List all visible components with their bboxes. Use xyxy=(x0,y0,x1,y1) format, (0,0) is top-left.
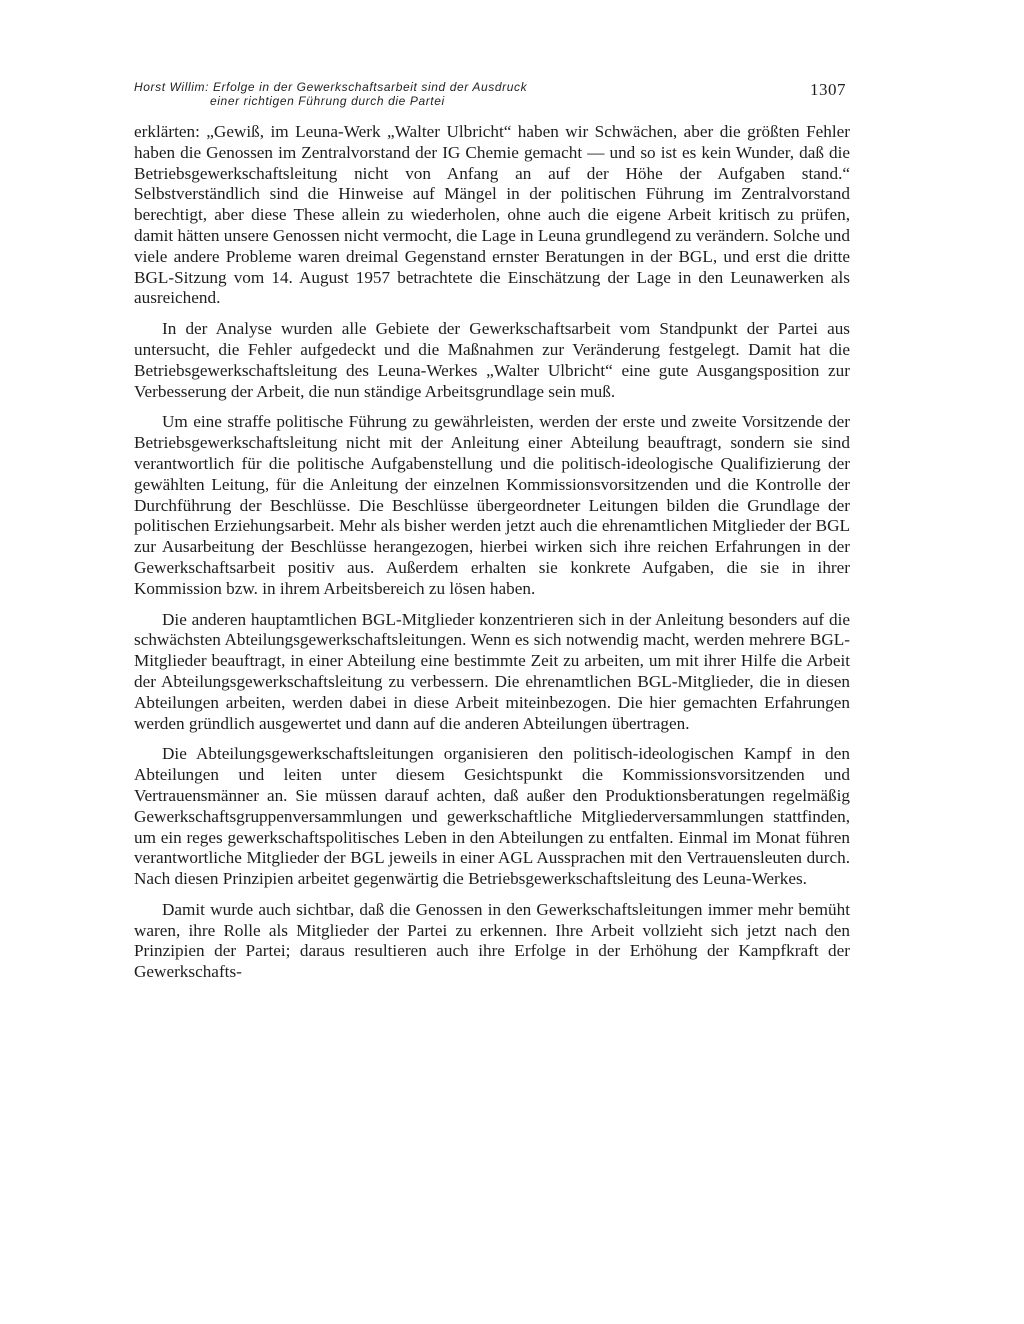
paragraph-6: Damit wurde auch sichtbar, daß die Genossen in den Gewerkschaftsleitungen immer mehr bemüht waren, ihre Rolle als Mitglieder der Partei zu erkennen. Ihre Arbeit vollzieht sich jetzt nach den Prinzipien der Partei; daraus resultieren auch ihre Erfolge in der Erhöhung der Kampfkraft der Gewerkschafts- xyxy=(134,899,850,982)
paragraph-5: Die Abteilungsgewerkschaftsleitungen organisieren den politisch-ideologischen Kampf in den Abteilungen und leiten unter diesem Gesichtspunkt die Kommissionsvorsitzenden und Vertrauensmänner an. Sie müssen darauf achten, daß außer den Produktionsberatungen regelmäßig Gewerkschaftsgruppenversammlungen und gewerkschaftliche Mitgliederversammlungen stattfinden, um ein reges gewerkschaftspolitisches Leben in den Abteilungen zu entfalten. Einmal im Monat führen verantwortliche Mitglieder der BGL jeweils in einer AGL Aussprachen mit den Vertrauensleuten durch. Nach diesen Prinzipien arbeitet gegenwärtig die Betriebsgewerkschaftsleitung des Leuna-Werkes. xyxy=(134,744,850,889)
paragraph-4: Die anderen hauptamtlichen BGL-Mitglieder konzentrieren sich in der Anleitung besonders auf die schwächsten Abteilungsgewerkschaftsleitungen. Wenn es sich notwendig macht, werden mehrere BGL-Mitglieder beauftragt, in einer Abteilung eine bestimmte Zeit zu arbeiten, um mit ihrer Hilfe die Arbeit der Abteilungsgewerkschaftsleitung zu verbessern. Die ehrenamtlichen BGL-Mitglieder, die in diesen Abteilungen arbeiten, werden dabei in diese Arbeit miteinbezogen. Die hier gemachten Erfahrungen werden gründlich ausgewertet und dann auf die anderen Abteilungen übertragen. xyxy=(134,609,850,733)
page-number: 1307 xyxy=(810,80,846,99)
document-page xyxy=(134,80,850,993)
paragraph-3: Um eine straffe politische Führung zu gewährleisten, werden der erste und zweite Vorsitzende der Betriebsgewerkschaftsleitung nicht mit der Anleitung einer Abteilung beauftragt, sondern sie sind verantwortlich für die politische Aufgabenstellung und die politisch-ideologische Qualifizierung der gewählten Leitung, für die Anleitung der einzelnen Kommissionsvorsitzenden und die Kontrolle der Durchführung der Beschlüsse. Die Beschlüsse übergeordneter Leitungen bilden die Grundlage der politischen Erziehungsarbeit. Mehr als bisher werden jetzt auch die ehrenamtlichen Mitglieder der BGL zur Ausarbeitung der Beschlüsse herangezogen, hierbei wirken sich ihre reichen Erfahrungen in der Gewerkschaftsarbeit positiv aus. Außerdem erhalten sie konkrete Aufgaben, die sie in ihrer Kommission bzw. in ihrem Arbeitsbereich zu lösen haben. xyxy=(134,412,850,598)
running-head-line-1: Horst Willim: Erfolge in der Gewerkschaftsarbeit sind der Ausdruck xyxy=(134,80,528,94)
running-head xyxy=(134,80,850,114)
running-head-title xyxy=(134,80,654,108)
paragraph-1: erklärten: „Gewiß, im Leuna-Werk „Walter Ulbricht“ haben wir Schwächen, aber die größten Fehler haben die Genossen im Zentralvorstand der IG Chemie gemacht — und so ist es kein Wunder, daß die Betriebsgewerkschaftsleitung nicht von Anfang an auf der Höhe der Aufgaben stand.“ Selbstverständlich sind die Hinweise auf Mängel in der politischen Führung im Zentralvorstand berechtigt, aber diese These allein zu wiederholen, ohne auch die eigene Arbeit kritisch zu prüfen, damit hätten unsere Genossen nicht vermocht, die Lage in Leuna grundlegend zu verändern. Solche und viele andere Probleme waren dreimal Gegenstand ernster Beratungen in der BGL, und erst die dritte BGL-Sitzung vom 14. August 1957 betrachtete die Einschätzung der Lage in den Leunawerken als ausreichend. xyxy=(134,122,850,308)
body-text xyxy=(134,122,850,983)
paragraph-2: In der Analyse wurden alle Gebiete der Gewerkschaftsarbeit vom Standpunkt der Partei aus untersucht, die Fehler aufgedeckt und die Maßnahmen zur Veränderung festgelegt. Damit hat die Betriebsgewerkschaftsleitung des Leuna-Werkes „Walter Ulbricht“ eine gute Ausgangsposition zur Verbesserung der Arbeit, die nun ständige Arbeitsgrundlage sein muß. xyxy=(134,319,850,401)
running-head-line-2: einer richtigen Führung durch die Partei xyxy=(210,94,445,108)
